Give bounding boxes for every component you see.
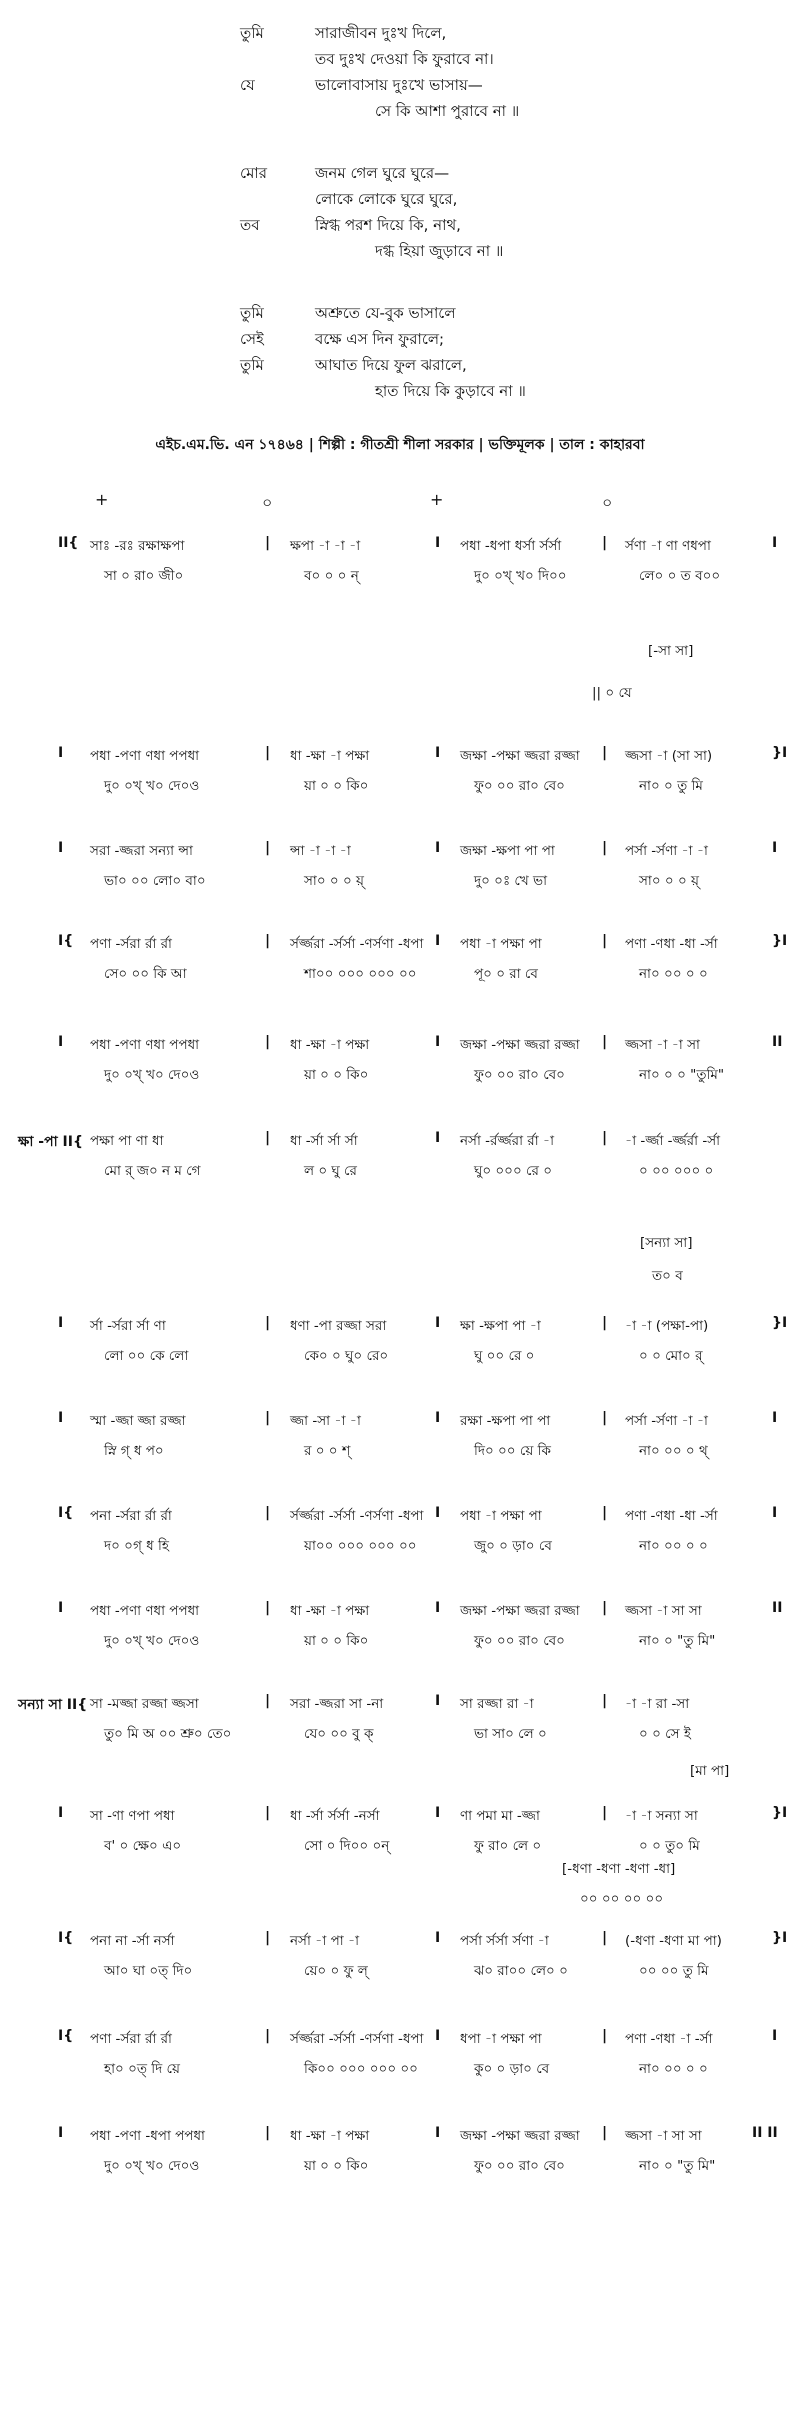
swara-segment: জ্জসা -া সা সা	[625, 2128, 702, 2144]
notation-lyric-segment: দি০ ০০ য়ে কি	[474, 1443, 551, 1459]
bar-line: |	[602, 2125, 608, 2141]
bar-line: |	[265, 1130, 271, 1146]
swara-segment: পক্ষা পা ণা ধা	[90, 1133, 164, 1149]
swara-segment: ক্ষা -ক্ষপা পা -া	[460, 1318, 541, 1334]
bar-line: I	[435, 1930, 441, 1946]
lyric-speaker: তুমি	[240, 24, 264, 42]
bar-line: I	[435, 1130, 441, 1146]
notation-lyric-segment: স্নি গ্ ধ প০	[104, 1443, 164, 1459]
swara-segment: স্মা -জ্জা জ্জা রজ্জা	[90, 1413, 186, 1429]
notation-lyric-segment: দু০ ০খ্ খ০ দে০ও	[104, 1633, 200, 1649]
note-dhana: [-ধণা -ধণা -ধণা -ধা]	[562, 1861, 676, 1877]
lyric-speaker: সেই	[240, 330, 264, 348]
bar-line: |	[602, 1034, 608, 1050]
lyric-text: সারাজীবন দুঃখ দিলে,	[315, 24, 447, 42]
swara-segment: পণা -র্সরা র্রা র্রা	[90, 936, 172, 952]
bar-line: I	[58, 2125, 64, 2141]
bar-line: সন্যা সা II{	[18, 1697, 88, 1713]
swara-segment: পণা -র্সরা র্রা র্রা	[90, 2031, 172, 2047]
bar-line: I	[58, 1600, 64, 1616]
notation-lyric-segment: ফু০ ০০ রা০ বে০	[474, 1633, 565, 1649]
swara-segment: সরা -জ্জরা সা -না	[290, 1696, 384, 1712]
swara-segment: ধা -ক্ষা -া পক্ষা	[290, 1037, 370, 1053]
swara-segment: পর্সা -র্সণা -া -া	[625, 843, 708, 859]
lyric-text: সে কি আশা পুরাবে না ॥	[375, 102, 520, 120]
bar-line: |	[602, 1600, 608, 1616]
notation-lyric-segment: তু০ মি অ ০০ শ্রু০ তে০	[104, 1726, 232, 1742]
notation-lyric-segment: দু০ ০খ্ খ০ দে০ও	[104, 2158, 200, 2174]
bar-line: |	[265, 1600, 271, 1616]
bar-line: |	[265, 1505, 271, 1521]
lyric-speaker: তুমি	[240, 304, 264, 322]
swara-segment: পর্সা র্সর্সা র্সণা -া	[460, 1933, 549, 1949]
bar-line: I	[58, 1410, 64, 1426]
lyric-text: লোকে লোকে ঘুরে ঘুরে,	[315, 190, 458, 208]
swara-segment: পধা -ধপা ধর্সা র্সর্সা	[460, 538, 562, 554]
notation-lyric-segment: দু০ ০খ্ খ০ দি০০	[474, 568, 567, 584]
swara-segment: নর্সা -র্রর্জ্জরা র্রা -া	[460, 1133, 555, 1149]
lyric-text: জনম গেল ঘুরে ঘুরে—	[315, 164, 450, 182]
notation-lyric-segment: ফু০ ০০ রা০ বে০	[474, 1067, 565, 1083]
lyric-speaker: তব	[240, 216, 260, 234]
swara-segment: ধা -র্সা র্সা র্সা	[290, 1133, 358, 1149]
notation-lyric-segment: ফু০ ০০ রা০ বে০	[474, 2158, 565, 2174]
swara-segment: ন্সা -া -া -া	[290, 843, 351, 859]
bar-line: |	[602, 1930, 608, 1946]
notation-lyric-segment: হা০ ০ত্ দি য়ে	[104, 2061, 180, 2077]
swara-segment: পধা -পণা -ধপা পপধা	[90, 2128, 205, 2144]
swara-segment: সরা -জ্জরা সন্যা ন্সা	[90, 843, 193, 859]
notation-lyric-segment: আ০ ঘা ০ত্ দি০	[104, 1963, 193, 1979]
bar-line: |	[265, 1930, 271, 1946]
swara-segment: জ্জসা -া সা সা	[625, 1603, 702, 1619]
notation-lyric-segment: না০ ০০ ০ থ্	[639, 1443, 708, 1459]
notation-lyric-segment: না০ ০০ ০ ০	[639, 2061, 708, 2077]
swara-segment: জক্ষা -পক্ষা জ্জরা রজ্জা	[460, 1037, 580, 1053]
tala-marker: ০	[602, 493, 613, 512]
notation-lyric-segment: য়া ০ ০ কি০	[304, 778, 369, 794]
swara-segment: জ্জসা -া (সা সা)	[625, 748, 713, 764]
notation-lyric-segment: ঘু ০০ রে ০	[474, 1348, 535, 1364]
bar-line: |	[602, 745, 608, 761]
lyric-text: ভালোবাসায় দুঃখে ভাসায়—	[315, 76, 483, 94]
record-meta: এইচ.এম.ভি. এন ১৭৪৬৪ | শিল্পী : গীতশ্রী শীলা সরকার | ভক্তিমূলক | তাল : কাহারবা	[155, 437, 645, 453]
notation-lyric-segment: কে০ ০ ঘু০ রে০	[304, 1348, 389, 1364]
swara-segment: পণা -ণধা -ধা -র্সা	[625, 936, 718, 952]
bar-line: I	[58, 1315, 64, 1331]
bar-line: II{	[58, 535, 79, 551]
swara-segment: -া -র্জ্জা -র্জ্জর্রা -র্সা	[625, 1133, 721, 1149]
swara-segment: পর্সা -র্সণা -া -া	[625, 1413, 708, 1429]
notation-lyric-segment: পূ০ ০ রা বে	[474, 966, 538, 982]
notation-lyric-segment: ০ ০ তু০ মি	[639, 1838, 700, 1854]
bar-line: I	[435, 1505, 441, 1521]
notation-lyric-segment: ভা সা০ লে ০	[474, 1726, 547, 1742]
lyric-text: তব দুঃখ দেওয়া কি ফুরাবে না।	[315, 50, 494, 68]
bar-line: I{	[58, 1930, 74, 1946]
notation-lyric-segment: র ০ ০ শ্	[304, 1443, 351, 1459]
bar-line: |	[265, 745, 271, 761]
swara-segment: ধা -র্সা র্সর্সা -নর্সা	[290, 1808, 380, 1824]
bar-line: |	[602, 933, 608, 949]
lyric-speaker: মোর	[240, 164, 268, 182]
bar-line: |	[265, 840, 271, 856]
notation-lyric-segment: ফু রা০ লে ০	[474, 1838, 542, 1854]
notation-lyric-segment: ব' ০ ক্ষে০ এ০	[104, 1838, 182, 1854]
swara-segment: সা -মজ্জা রজ্জা জ্জসা	[90, 1696, 199, 1712]
notation-lyric-segment: য়া০০ ০০০ ০০০ ০০	[304, 1538, 417, 1554]
swara-segment: জক্ষা -পক্ষা জ্জরা রজ্জা	[460, 1603, 580, 1619]
lyric-speaker: যে	[240, 76, 255, 94]
bar-line: I	[435, 2125, 441, 2141]
note-sanya-sa: [সন্যা সা]	[640, 1235, 693, 1251]
bar-line: I	[772, 840, 778, 856]
bar-line: I	[58, 1805, 64, 1821]
swara-segment: -া -া রা -সা	[625, 1696, 690, 1712]
notation-lyric-segment: দু০ ০খ্ খ০ দে০ও	[104, 1067, 200, 1083]
notation-lyric-segment: না০ ০ "তু মি"	[639, 1633, 716, 1649]
lyric-text: অশ্রুতে যে-বুক ভাসালে	[315, 304, 456, 322]
swara-segment: পধা -পণা ণধা পপধা	[90, 1603, 200, 1619]
notation-lyric-segment: না০ ০০ ০ ০	[639, 966, 708, 982]
swara-segment: র্সণা -া ণা ণধপা	[625, 538, 711, 554]
bar-line: |	[602, 840, 608, 856]
bar-line: }I	[772, 1805, 788, 1821]
bar-line: I	[772, 1410, 778, 1426]
bar-line: I	[58, 745, 64, 761]
lyric-text: স্নিগ্ধ পরশ দিয়ে কি, নাথ,	[315, 216, 461, 234]
swara-segment: জক্ষা -পক্ষা জ্জরা রজ্জা	[460, 748, 580, 764]
swara-segment: র্সর্জ্জরা -র্সর্সা -ণর্সণা -ধপা	[290, 936, 424, 952]
bar-line: I	[772, 535, 778, 551]
lyric-text: হাত দিয়ে কি কুড়াবে না ॥	[375, 382, 526, 400]
notation-lyric-segment: কু০ ০ ড়া০ বে	[474, 2061, 550, 2077]
swara-segment: পধা -পণা ণধা পপধা	[90, 748, 200, 764]
swara-segment: পণা -ণধা -া -র্সা	[625, 2031, 713, 2047]
tala-marker: +	[95, 490, 109, 509]
notation-lyric-segment: না০ ০০ ০ ০	[639, 1538, 708, 1554]
bar-line: I{	[58, 2028, 74, 2044]
bar-line: ক্ষা -পা II{	[18, 1134, 83, 1150]
bar-line: I	[435, 1034, 441, 1050]
bar-line: |	[265, 1034, 271, 1050]
note-o-ye: || ০ যে	[592, 685, 632, 701]
lyric-text: আঘাত দিয়ে ফুল ঝরালে,	[315, 356, 467, 374]
bar-line: |	[602, 2028, 608, 2044]
lyric-speaker: তুমি	[240, 356, 264, 374]
notation-lyric-segment: ভা০ ০০ লো০ বা০	[104, 873, 206, 889]
lyric-text: দগ্ধ হিয়া জুড়াবে না ॥	[375, 242, 504, 260]
swara-segment: -া -া (পক্ষা-পা)	[625, 1318, 709, 1334]
swara-segment: (-ধণা -ধণা মা পা)	[625, 1933, 722, 1949]
swara-segment: নর্সা -া পা -া	[290, 1933, 360, 1949]
notation-lyric-segment: ০০ ০০ তু মি	[639, 1963, 709, 1979]
notation-lyric-segment: জু০ ০ ড়া০ বে	[474, 1538, 552, 1554]
swara-segment: জ্জসা -া -া সা	[625, 1037, 700, 1053]
bar-line: I	[435, 933, 441, 949]
bar-line: |	[602, 1693, 608, 1709]
notation-lyric-segment: সা০ ০ ০ য়্	[639, 873, 699, 889]
bar-line: I{	[58, 933, 74, 949]
bar-line: I	[772, 2028, 778, 2044]
swara-segment: সা -ণা ণপা পধা	[90, 1808, 175, 1824]
bar-line: }I	[772, 745, 788, 761]
notation-lyric-segment: দ০ ০গ্ ধ হি	[104, 1538, 169, 1554]
bar-line: I	[435, 535, 441, 551]
bar-line: I	[435, 2028, 441, 2044]
swara-segment: পধা -া পক্ষা পা	[460, 1508, 542, 1524]
swara-segment: ধা -ক্ষা -া পক্ষা	[290, 748, 370, 764]
swara-segment: র্সর্জ্জরা -র্সর্সা -ণর্সণা -ধপা	[290, 2031, 424, 2047]
notation-lyric-segment: য়ে০ ০ ফু ল্	[304, 1963, 368, 1979]
bar-line: I	[435, 1600, 441, 1616]
notation-lyric-segment: ল ০ ঘু রে	[304, 1163, 357, 1179]
notation-lyric-segment: ০ ০ মো০ র্	[639, 1348, 703, 1364]
swara-segment: পধা -া পক্ষা পা	[460, 936, 542, 952]
bar-line: |	[602, 1130, 608, 1146]
notation-lyric-segment: ০ ০ সে ই	[639, 1726, 691, 1742]
bar-line: }I	[772, 1315, 788, 1331]
bar-line: |	[602, 1315, 608, 1331]
swara-segment: ক্ষপা -া -া -া	[290, 538, 361, 554]
bar-line: |	[265, 535, 271, 551]
swara-segment: পনা না -র্সা নর্সা	[90, 1933, 175, 1949]
bar-line: |	[602, 1505, 608, 1521]
bar-line: I{	[58, 1505, 74, 1521]
notation-lyric-segment: ব০ ০ ০ ন্	[304, 568, 359, 584]
notation-lyric-segment: শা০০ ০০০ ০০০ ০০	[304, 966, 417, 982]
bar-line: I	[772, 1505, 778, 1521]
bar-line: |	[265, 1315, 271, 1331]
swara-segment: জ্জা -সা -া -া	[290, 1413, 361, 1429]
bar-line: |	[265, 1410, 271, 1426]
lyric-text: বক্ষে এস দিন ফুরালে;	[315, 330, 445, 348]
bar-line: I	[58, 1034, 64, 1050]
notation-lyric-segment: ফু০ ০০ রা০ বে০	[474, 778, 565, 794]
bar-line: |	[602, 1805, 608, 1821]
bar-line: |	[265, 1805, 271, 1821]
note-to-bo: ত০ ব	[652, 1268, 683, 1284]
tala-marker: +	[430, 490, 444, 509]
bar-line: I	[435, 1315, 441, 1331]
swara-segment: ধণা -পা রজ্জা সরা	[290, 1318, 387, 1334]
note-ma-pa: [মা পা]	[690, 1763, 730, 1779]
notation-lyric-segment: কি০০ ০০০ ০০০ ০০	[304, 2061, 418, 2077]
notation-lyric-segment: লে০ ০ ত ব০০	[639, 568, 721, 584]
swara-segment: -া -া সন্যা সা	[625, 1808, 698, 1824]
swara-segment: পনা -র্সরা র্রা র্রা	[90, 1508, 172, 1524]
bar-line: I	[435, 745, 441, 761]
notation-lyric-segment: ০ ০০ ০০০ ০	[639, 1163, 714, 1179]
bar-line: |	[265, 1693, 271, 1709]
bar-line: II	[772, 1600, 783, 1616]
note-zeroes: ০০ ০০ ০০ ০০	[580, 1891, 664, 1907]
swara-segment: পধা -পণা ণধা পপধা	[90, 1037, 200, 1053]
swara-segment: জক্ষা -পক্ষা জ্জরা রজ্জা	[460, 2128, 580, 2144]
notation-lyric-segment: মো র্ জ০ ন ম গে	[104, 1163, 201, 1179]
notation-lyric-segment: সো ০ দি০০ ০ন্	[304, 1838, 390, 1854]
swara-segment: রক্ষা -ক্ষপা পা পা	[460, 1413, 551, 1429]
bar-line: II II	[752, 2125, 778, 2141]
bar-line: }I	[772, 933, 788, 949]
swara-segment: সা রজ্জা রা -া	[460, 1696, 534, 1712]
swara-segment: ধা -ক্ষা -া পক্ষা	[290, 1603, 370, 1619]
bar-line: |	[265, 2125, 271, 2141]
notation-lyric-segment: সা ০ রা০ জী০	[104, 568, 184, 584]
bar-line: II	[772, 1034, 783, 1050]
swara-segment: ধা -ক্ষা -া পক্ষা	[290, 2128, 370, 2144]
notation-lyric-segment: য়া ০ ০ কি০	[304, 2158, 369, 2174]
notation-lyric-segment: যে০ ০০ বু ক্	[304, 1726, 374, 1742]
bar-line: I	[435, 1805, 441, 1821]
notation-lyric-segment: সে০ ০০ কি আ	[104, 966, 187, 982]
swara-segment: র্সর্জ্জরা -র্সর্সা -ণর্সণা -ধপা	[290, 1508, 424, 1524]
swara-segment: ণা পমা মা -জ্জা	[460, 1808, 540, 1824]
notation-lyric-segment: য়া ০ ০ কি০	[304, 1067, 369, 1083]
bar-line: |	[265, 933, 271, 949]
notation-lyric-segment: য়া ০ ০ কি০	[304, 1633, 369, 1649]
bar-line: |	[602, 1410, 608, 1426]
notation-lyric-segment: ঘু০ ০০০ রে ০	[474, 1163, 553, 1179]
bar-line: I	[435, 1410, 441, 1426]
swara-segment: জক্ষা -ক্ষপা পা পা	[460, 843, 555, 859]
swara-segment: সাঃ -রঃ রক্ষাক্ষপা	[90, 538, 185, 554]
notation-lyric-segment: লো ০০ কে লো	[104, 1348, 189, 1364]
bar-line: I	[58, 840, 64, 856]
tala-marker: ০	[262, 493, 273, 512]
notation-lyric-segment: দু০ ০ঃ খে ভা	[474, 873, 548, 889]
bar-line: I	[435, 840, 441, 856]
note-sa-sa: [-সা সা]	[648, 643, 694, 659]
swara-segment: ধপা -া পক্ষা পা	[460, 2031, 542, 2047]
notation-lyric-segment: ঝ০ রা০০ লে০ ০	[474, 1963, 568, 1979]
bar-line: |	[265, 2028, 271, 2044]
notation-lyric-segment: দু০ ০খ্ খ০ দে০ও	[104, 778, 200, 794]
notation-lyric-segment: না০ ০ "তু মি"	[639, 2158, 716, 2174]
notation-lyric-segment: সা০ ০ ০ য়্	[304, 873, 364, 889]
swara-segment: পণা -ণধা -ধা -র্সা	[625, 1508, 718, 1524]
bar-line: }I	[772, 1930, 788, 1946]
notation-lyric-segment: না০ ০ তু মি	[639, 778, 703, 794]
bar-line: |	[602, 535, 608, 551]
notation-lyric-segment: না০ ০ ০ "তুমি"	[639, 1067, 725, 1083]
bar-line: I	[435, 1693, 441, 1709]
swara-segment: র্সা -র্সরা র্সা ণা	[90, 1318, 166, 1334]
